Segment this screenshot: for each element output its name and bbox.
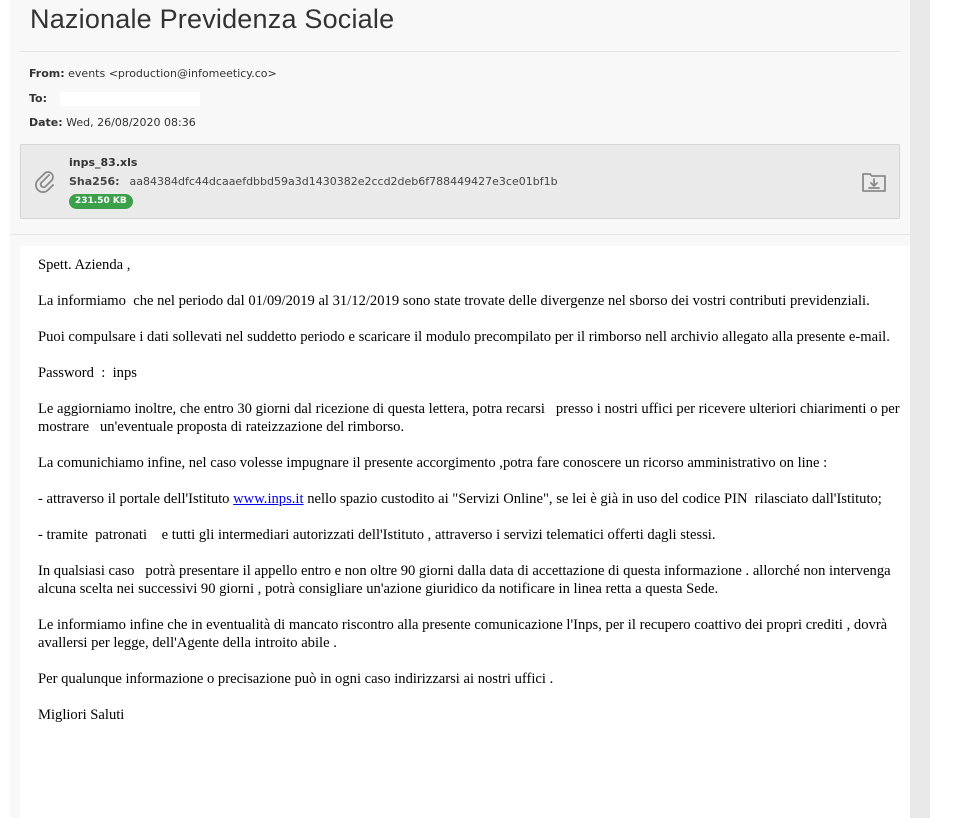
to-label: To:	[29, 92, 47, 105]
attachment-box[interactable]	[20, 144, 900, 219]
paragraph-6: - tramite patronati e tutti gli intermediari autorizzati dell'Istituto , attraverso i servizi telematici offerti dagli stessi.	[38, 527, 716, 543]
attachment-filename[interactable]: inps_83.xls	[69, 156, 138, 169]
from-label: From:	[29, 67, 65, 80]
paragraph-9: Per qualunque informazione o precisazione può in ogni caso indirizzarsi ai nostri uffici .	[38, 671, 554, 687]
greeting: Spett. Azienda ,	[38, 257, 131, 273]
sha-value: aa84384dfc44dcaaefdbbd59a3d1430382e2ccd2deb6f788449427e3ce01bf1b	[129, 175, 558, 188]
paragraph-2: Puoi compulsare i dati sollevati nel suddetto periodo e scaricare il modulo precompilato per il rimborso nell archivio allegato alla presente e-mail.	[38, 329, 890, 345]
attachment-size-badge: 231.50 KB	[69, 194, 133, 209]
date-row	[29, 116, 196, 129]
download-icon[interactable]	[861, 169, 887, 198]
to-row	[29, 92, 47, 105]
paragraph-5-post: nello spazio custodito ai "Servizi Online", se lei è già in uso del codice PIN rilasciato dall'Istituto;	[303, 491, 882, 507]
paragraph-7: In qualsiasi caso potrà presentare il appello entro e non oltre 90 giorni dalla data di accettazione di questa informazione . allorché non intervenga alcuna scelta nei successivi 90 giorni , potrà consigliare un'azione giuridico da notificare in linea retta a questa Sede.	[38, 563, 895, 597]
paragraph-8: Le informiamo infine che in eventualità di mancato riscontro alla presente comunicazione l'Inps, per il recupero coattivo dei propri crediti , dovrà avallersi per legge, dell'Agente della introito abile .	[38, 617, 891, 651]
redacted-recipient	[60, 92, 200, 106]
inps-link[interactable]: www.inps.it	[233, 491, 304, 507]
paragraph-5	[38, 490, 906, 508]
paragraph-3: Le aggiorniamo inoltre, che entro 30 giorni dal ricezione di questa lettera, potra recarsi presso i nostri uffici per ricevere ulteriori chiarimenti o per mostrare un'eventuale proposta di rateizzazione del rimborso.	[38, 401, 904, 435]
from-value[interactable]: events <production@infomeeticy.co>	[68, 67, 277, 80]
body-divider	[10, 234, 910, 235]
paperclip-icon	[35, 169, 55, 198]
from-row	[29, 67, 277, 80]
sha-label: Sha256:	[69, 175, 120, 188]
date-label: Date:	[29, 116, 63, 129]
attachment-hash	[69, 175, 558, 188]
password-line: Password : inps	[38, 365, 137, 381]
paragraph-1: La informiamo che nel periodo dal 01/09/2019 al 31/12/2019 sono state trovate delle divergenze nel sborso dei vostri contributi previdenziali.	[38, 293, 870, 309]
header-divider	[20, 51, 900, 52]
closing: Migliori Saluti	[38, 707, 125, 723]
email-body	[20, 246, 910, 818]
paragraph-4: La comunichiamo infine, nel caso volesse impugnare il presente accorgimento ,potra fare conoscere un ricorso amministrativo on line :	[38, 455, 828, 471]
date-value: Wed, 26/08/2020 08:36	[66, 116, 196, 129]
paragraph-5-pre: - attraverso il portale dell'Istituto	[38, 491, 234, 507]
email-subject: Nazionale Previdenza Sociale	[30, 4, 395, 34]
